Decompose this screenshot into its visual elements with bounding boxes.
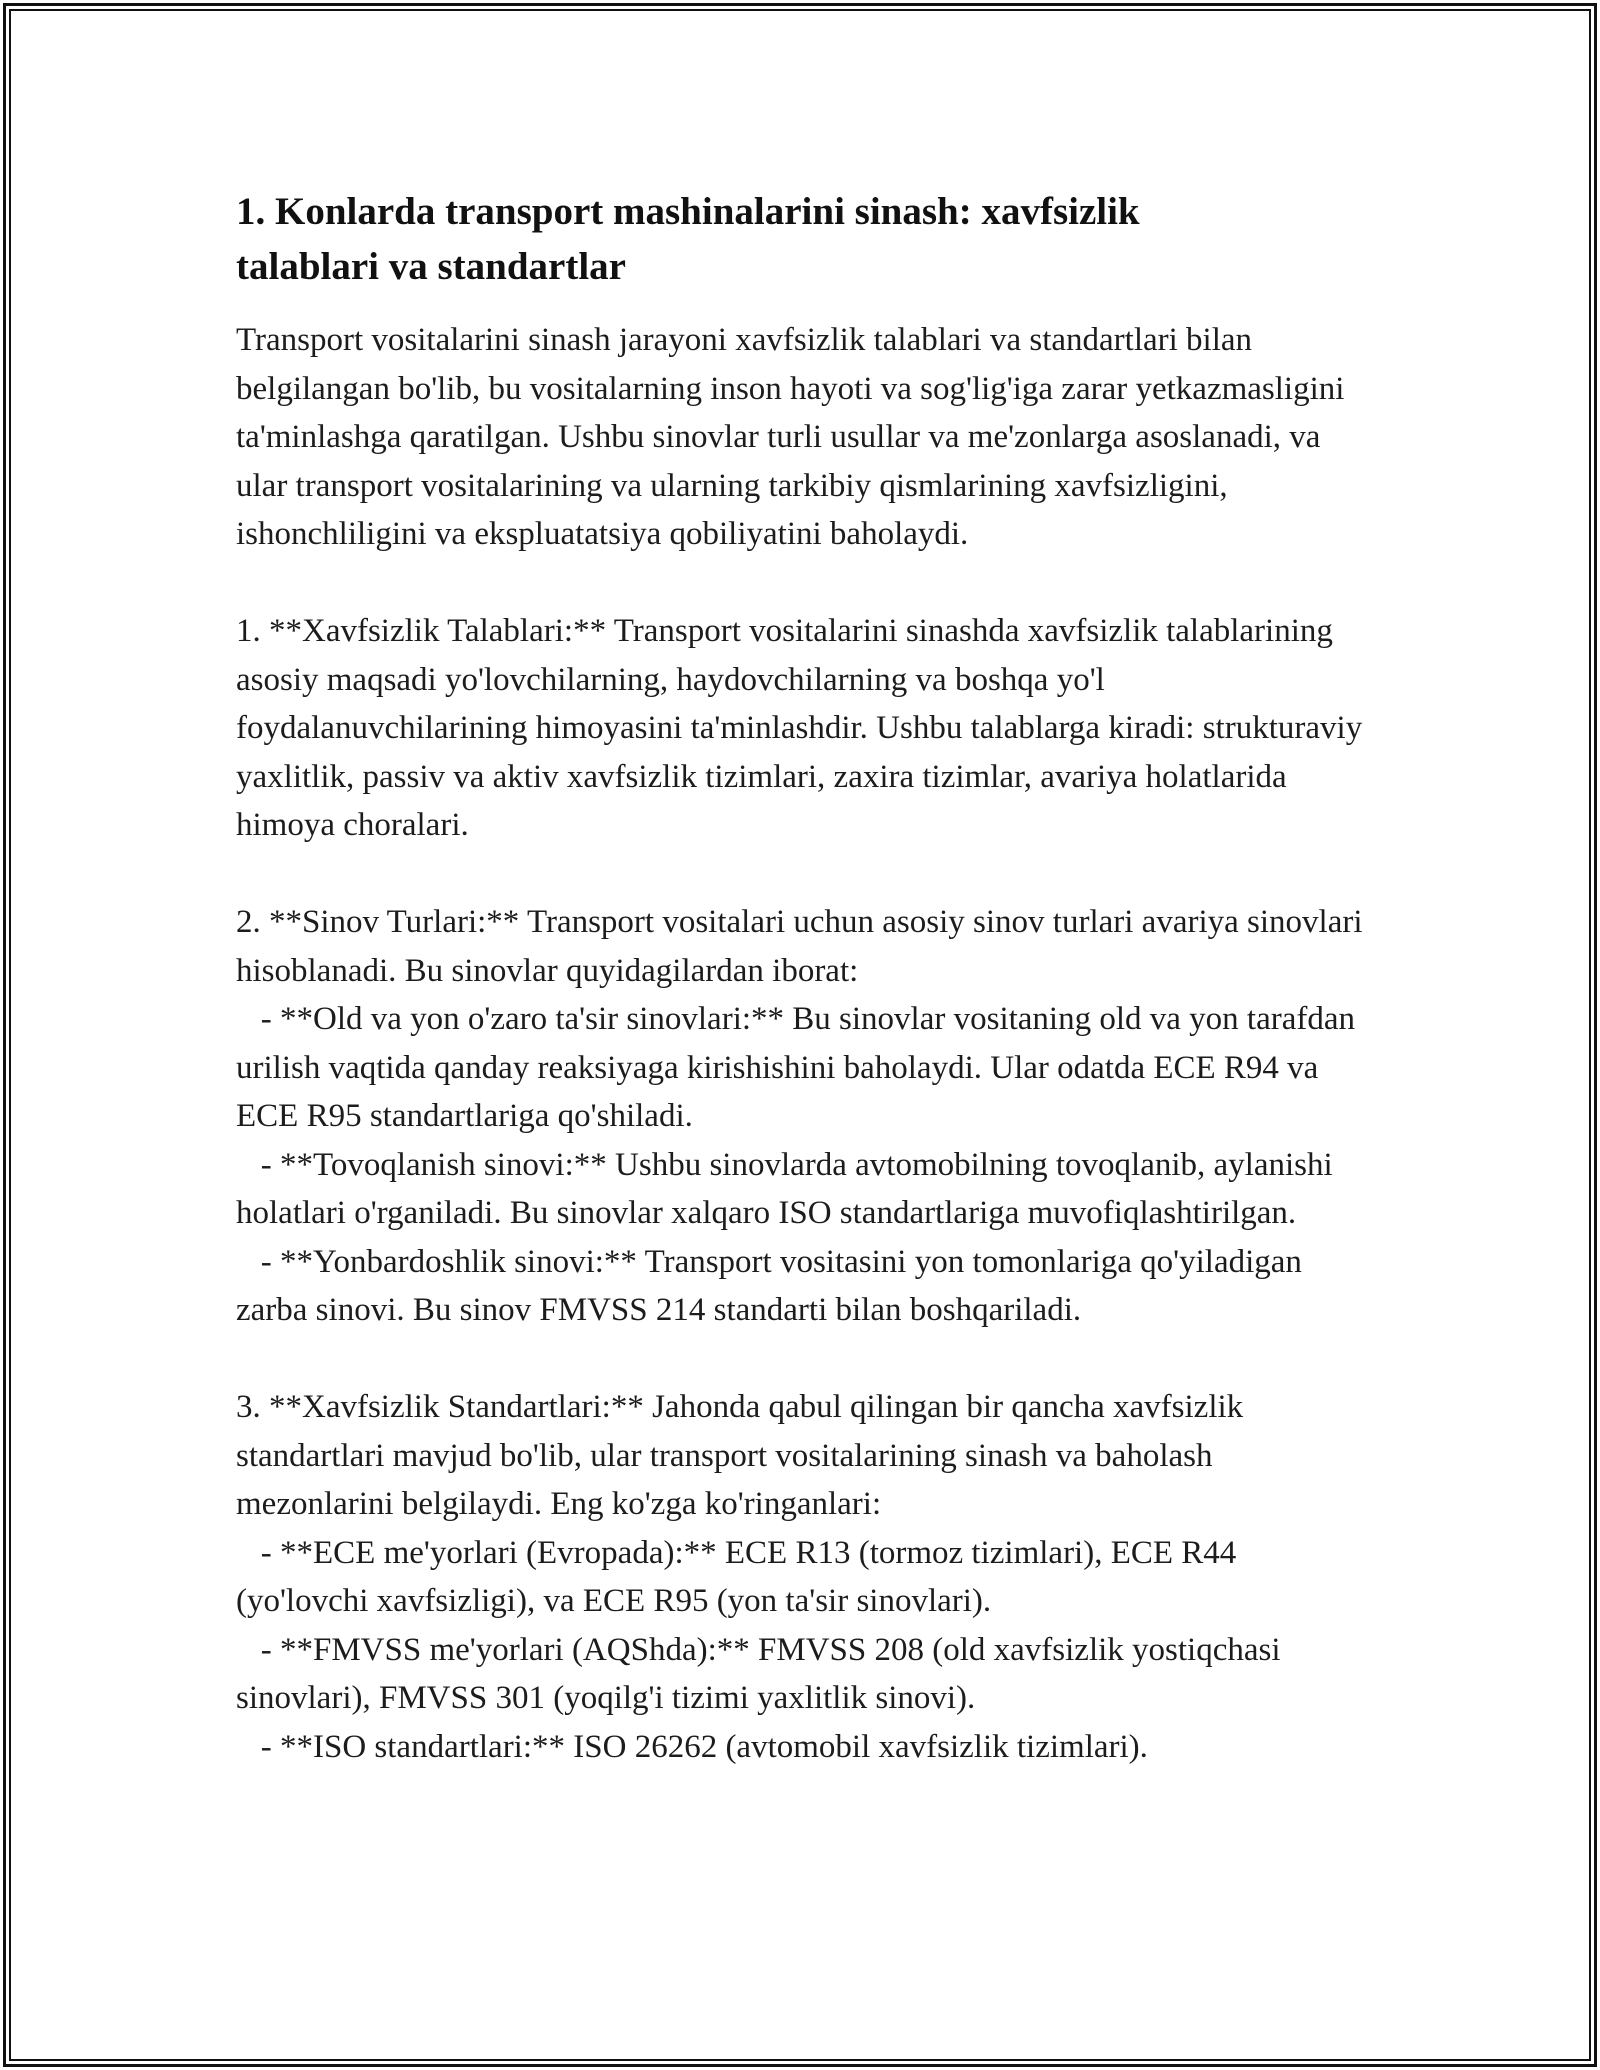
document-title: 1. Konlarda transport mashinalarini sinash: xavfsizlik talablari va standartlar (236, 190, 1140, 288)
intro-paragraph: Transport vositalarini sinash jarayoni xavfsizlik talablari va standartlari bilan belgilangan bo'lib, bu vositalarning inson hayoti va sog'lig'iga zarar yetkazmasligini ta'minlashga qaratilgan. Ushbu sinovlar turli usullar va me'zonlarga asoslanadi, va ular transport vositalarining va ularning tarkibiy qismlarining xavfsizligini, ishonchliligini va ekspluatatsiya qobiliyatini baholaydi. (236, 322, 1353, 552)
paragraph-gap (236, 1335, 1376, 1384)
paragraph-gap (236, 850, 1376, 899)
test-types-paragraph: 2. **Sinov Turlari:** Transport vositalari uchun asosiy sinov turlari avariya sinovlari hisoblanadi. Bu sinovlar quyidagilardan iborat: - **Old va yon o'zaro ta'sir sinovlari:** Bu sinovlar vositaning old va yon tarafdan urilish vaqtida qanday reaksiyaga kirishishini baholaydi. Ular odatda ECE R94 va ECE R95 standartlariga qo'shiladi. - **Tovoqlanish sinovi:** Ushbu sinovlarda avtomobilning tovoqlanib, aylanishi holatlari o'rganiladi. Bu sinovlar xalqaro ISO standartlariga muvofiqlashtirilgan. - **Yonbardoshlik sinovi:** Transport vositasini yon tomonlariga qo'yiladigan zarba sinovi. Bu sinov FMVSS 214 standarti bilan boshqariladi. (236, 904, 1363, 1328)
paragraph-gap (236, 559, 1376, 608)
safety-requirements-paragraph: 1. **Xavfsizlik Talablari:** Transport vositalarini sinashda xavfsizlik talablarining asosiy maqsadi yo'lovchilarning, haydovchilarning va boshqa yo'l foydalanuvchilarining himoyasini ta'minlashdir. Ushbu talablarga kiradi: strukturaviy yaxlitlik, passiv va aktiv xavfsizlik tizimlari, zaxira tizimlar, avariya holatlarida himoya choralari. (236, 613, 1371, 843)
document-body (236, 184, 1376, 1771)
safety-standards-paragraph: 3. **Xavfsizlik Standartlari:** Jahonda qabul qilingan bir qancha xavfsizlik standartlari mavjud bo'lib, ular transport vositalarining sinash va baholash mezonlarini belgilaydi. Eng ko'zga ko'ringanlari: - **ECE me'yorlari (Evropada):** ECE R13 (tormoz tizimlari), ECE R44 (yo'lovchi xavfsizligi), va ECE R95 (yon ta'sir sinovlari). - **FMVSS me'yorlari (AQShda):** FMVSS 208 (old xavfsizlik yostiqchasi sinovlari), FMVSS 301 (yoqilg'i tizimi yaxlitlik sinovi). - **ISO standartlari:** ISO 26262 (avtomobil xavfsizlik tizimlari). (236, 1389, 1281, 1765)
